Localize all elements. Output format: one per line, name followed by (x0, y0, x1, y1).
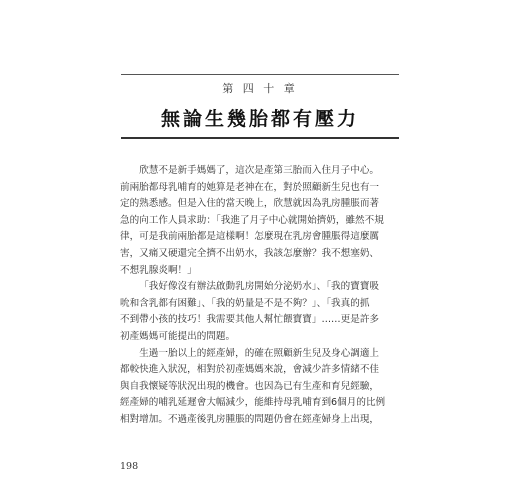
text-line: 吮和含乳都有困難」、「我的奶量是不是不夠？」、「我真的抓 (120, 297, 370, 309)
text-line: 都較快進入狀況，相對於初產媽媽來說，會減少許多情緒不佳 (120, 364, 380, 376)
text-line: 不到帶小孩的技巧！我需要其他人幫忙餵寶寶」……更是許多 (120, 314, 380, 326)
text-line: 生過一胎以上的經產婦，的確在照顧新生兒及身心調適上 (139, 347, 380, 359)
paragraph-1 (120, 163, 402, 279)
page-number: 198 (120, 461, 139, 472)
chapter-top-rule (121, 74, 399, 75)
text-line: 相對增加。不過產後乳房腫脹的問題仍會在經產婦身上出現， (120, 413, 380, 425)
chapter-label: 第 四 十 章 (222, 82, 298, 95)
paragraph-3 (120, 346, 402, 429)
chapter-title: 無論生幾胎都有壓力 (160, 108, 359, 130)
body-text (120, 163, 402, 429)
chapter-header (121, 74, 399, 139)
text-line: 與自我懷疑等狀況出現的機會。也因為已有生產和育兒經驗， (120, 380, 380, 392)
text-line: 律，可是我前兩胎都是這樣啊！怎麼現在乳房會腫脹得這麼厲 (120, 231, 380, 243)
text-line: 「我好像沒有辦法啟動乳房開始分泌奶水」、「我的寶寶吸 (139, 281, 380, 293)
text-line: 前兩胎都母乳哺育的她算是老神在在，對於照顧新生兒也有一 (120, 181, 380, 193)
text-line: 初產媽媽可能提出的問題。 (120, 330, 236, 342)
text-line: 經產婦的哺乳延遲會大幅減少，能維持母乳哺育到6個月的比例 (120, 397, 386, 409)
chapter-bottom-rule (121, 137, 399, 139)
text-line: 急的向工作人員求助：「我進了月子中心就開始擠奶，雖然不規 (120, 214, 384, 226)
paragraph-2 (120, 279, 402, 345)
text-line: 害，又痛又硬還完全擠不出奶水，我該怎麼辦？我不想塞奶、 (120, 247, 380, 259)
text-line: 定的熟悉感。但是入住的當天晚上，欣慧就因為乳房腫脹而著 (120, 198, 380, 210)
text-line: 欣慧不是新手媽媽了，這次是產第三胎而入住月子中心。 (139, 165, 380, 176)
text-line: 不想乳腺炎啊！」 (120, 264, 197, 276)
